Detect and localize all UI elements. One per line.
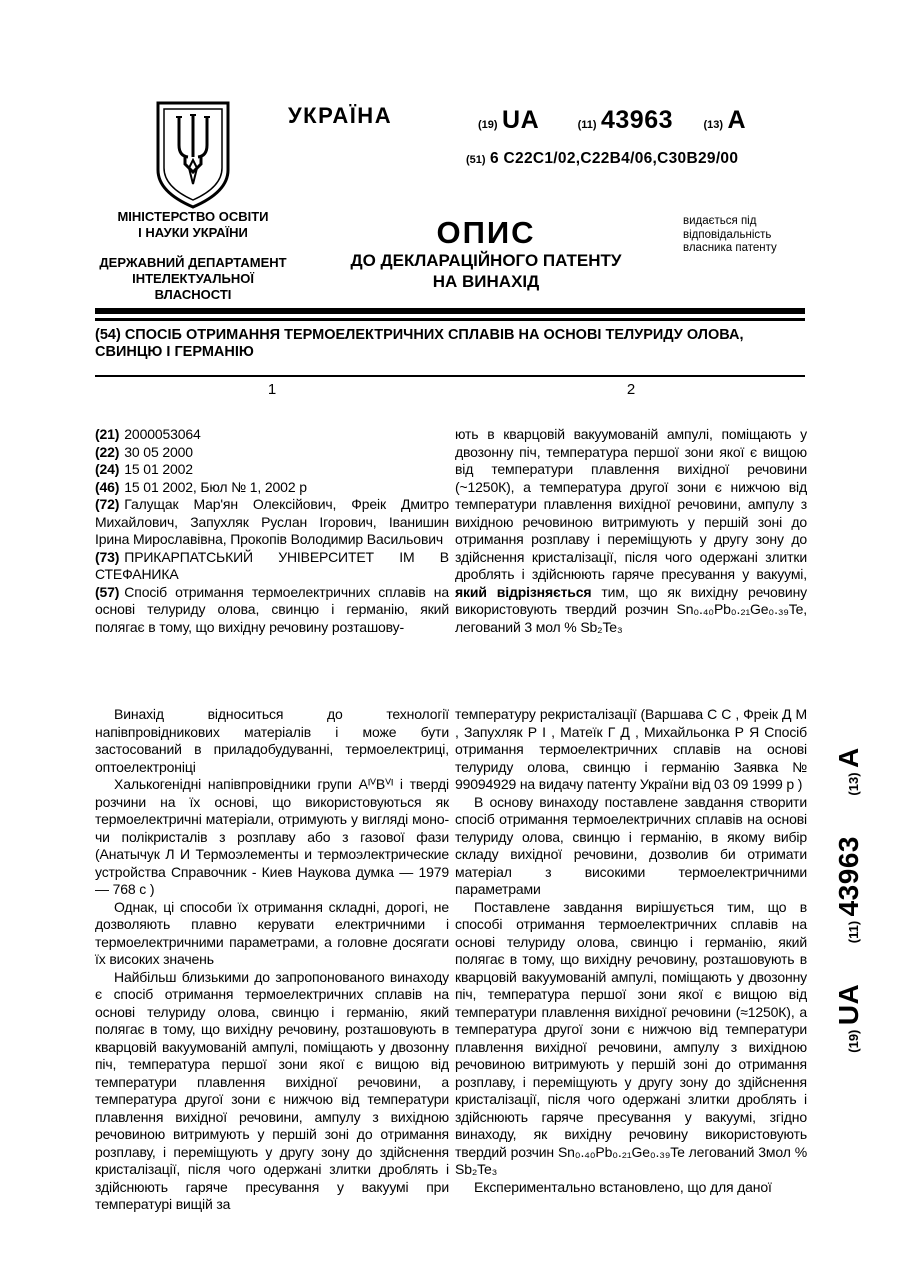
margin-code-13-label: (13) xyxy=(846,772,861,796)
code-11-label: (11) xyxy=(577,119,597,131)
ministry-line1: МІНІСТЕРСТВО ОСВІТИ xyxy=(117,209,269,224)
ipc-classification-row xyxy=(466,150,738,168)
department-name xyxy=(84,255,302,303)
body-paragraph: Халькогенідні напівпровідники групи AᴵⱽBⱽᴵ і тверді розчини на їх основі, що використовуються як термоелектричні матеріали, отримують у вигляді моно- чи полікристалів з розплаву або з газової фази (Анатычук Л И Термоэлементы и термоэлектрические устройства Справочник - Киев Наукова думка — 1979 — 768 с ) xyxy=(95,776,449,897)
margin-code-19-label: (19) xyxy=(846,1029,861,1053)
field-21-value: 2000053064 xyxy=(124,426,201,442)
code-19-label: (19) xyxy=(478,119,498,131)
margin-patent-number: 43963 xyxy=(833,836,864,917)
rotated-margin-codes xyxy=(833,747,865,1052)
field-72-label: (72) xyxy=(95,496,120,512)
doc-type-line3: НА ВИНАХІД xyxy=(432,272,540,291)
margin-code-11-label: (11) xyxy=(846,920,861,944)
field-46-label: (46) xyxy=(95,478,120,495)
body-paragraph: В основу винаходу поставлене завдання створити спосіб отримання термоелектричних сплавів на основі телуриду олова, свинцю і германію, в якому вибір складу вихідної речовини, дозволив би отримати матеріал з високими термоелектричними параметрами xyxy=(455,793,807,897)
document-codes-row xyxy=(478,106,746,135)
department-line1: ДЕРЖАВНИЙ ДЕПАРТАМЕНТ xyxy=(99,255,287,270)
column-number-left: 1 xyxy=(267,381,277,398)
field-73-owner xyxy=(95,549,449,584)
field-72-inventors xyxy=(95,496,449,549)
field-57-abstract-start xyxy=(95,584,449,637)
body-paragraph: Однак, ці способи їх отримання складні, дорогі, не дозволяють плавно керувати електричними і термоелектричними параметрами, а головне досягати їх високих значень xyxy=(95,898,449,967)
invention-title xyxy=(95,327,807,361)
document-type-title xyxy=(330,216,642,292)
patent-number: 43963 xyxy=(601,106,674,134)
code-13-label: (13) xyxy=(703,119,724,131)
abstract-paragraph xyxy=(455,426,807,636)
field-22-value: 30 05 2000 xyxy=(124,443,193,460)
field-21 xyxy=(95,426,449,444)
abstract-continuation xyxy=(455,426,807,636)
description-right-column xyxy=(455,706,807,1196)
claim-distinguishing-phrase: який відрізняється xyxy=(455,583,592,600)
kind-code: A xyxy=(727,106,747,134)
issue-responsibility-note: видається під відповідальність власника патенту xyxy=(683,215,777,254)
field-57-label: (57) xyxy=(95,583,120,600)
body-paragraph: Найбільш близькими до запропонованого винаходу є спосіб отримання термоелектричних сплавів на основі телуриду олова, свинцю і германію, який полягає в тому, що вихідну речовину, розташовують в кварцовій вакуумованій ампулі, поміщають у двозонну піч, температура першої зони якої є вищою від температури плавлення вихідної речовини, а температура другої зони є нижчою від температури плавлення вихідної речовини, ампулу з вихідною речовиною витримують у першій зоні до отримання розплаву, і переміщують у другу зону до здійснення кристалізації, після чого одержані злитки дроблять і здійснюють гаряче пресування у вакуумі при температурі вищій за xyxy=(95,968,449,1212)
field-22-label: (22) xyxy=(95,443,120,460)
field-24-value: 15 01 2002 xyxy=(124,461,193,477)
title-divider-rule xyxy=(95,375,805,377)
code-19-value: UA xyxy=(502,106,540,134)
ministry-name xyxy=(98,209,288,241)
field-21-label: (21) xyxy=(95,426,120,442)
field-72-value: Галущак Мар'ян Олексійович, Фреік Дмитро Михайлович, Запухляк Руслан Ігорович, Іванишин Ірина Мирославівна, Прокопів Володимир Васильович xyxy=(95,496,449,547)
title-54-label: (54) xyxy=(95,327,121,343)
doc-type-main: ОПИС xyxy=(436,215,536,250)
header-divider-rule xyxy=(95,308,805,321)
field-22 xyxy=(95,444,449,462)
column-number-right: 2 xyxy=(626,381,636,398)
body-paragraph: Винахід відноситься до технології напівпровідникових матеріалів і може бути застосований в приладобудуванні, термоелектриці, оптоелектроніці xyxy=(95,706,449,775)
field-24-label: (24) xyxy=(95,461,120,477)
code-51-label: (51) xyxy=(466,154,486,166)
country-name: УКРАЇНА xyxy=(288,103,393,128)
body-paragraph: Експериментально встановлено, що для даної xyxy=(474,1178,772,1195)
field-57-value: Спосіб отримання термоелектричних сплавів на основі телуриду олова, свинцю і германію, який полягає в тому, що вихідну речовину розташову- xyxy=(95,583,449,635)
abstract-part1: ють в кварцовій вакуумованій ампулі, поміщають у двозонну піч, температура першої зони якої є вищою від температури плавлення вихідної речовини (~1250К), а температура другої зони є нижчою від температури плавлення вихідної речовини, ампулу з вихідною речовиною витримують у першій зоні до отримання розплаву і переміщують у другу зону до здійснення кристалізації, після чого одержані злитки дроблять і здійснюють гаряче пресування у вакуумі, xyxy=(455,426,807,582)
title-54-text: СПОСІБ ОТРИМАННЯ ТЕРМОЕЛЕКТРИЧНИХ СПЛАВІВ НА ОСНОВІ ТЕЛУРИДУ ОЛОВА, СВИНЦЮ І ГЕРМАНІЮ xyxy=(95,327,744,360)
body-paragraph: Поставлене завдання вирішується тим, що в способі отримання термоелектричних сплавів на основі телуриду олова, свинцю і германію, який полягає в тому, що вихідну речовину, розташовують в кварцовій вакуумованій ампулі, поміщають у двозонну піч, температура першої зони якої є вищою від температури плавлення вихідної речовини (≈1250К), а температура другої зони є нижчою від температури плавлення вихідної речовини, ампулу з вихідною речовиною витримують у першій зоні до отримання розплаву, і переміщують у другу зону до здійснення кристалізації, після чого одержані злитки дроблять і здійснюють гаряче пресування у вакуумі, згідно винаходу, як вихідну речовину використовують твердий розчин Sn₀.₄₀Pb₀.₂₁Ge₀.₃₉Te легований 3мол % Sb₂Te₃ xyxy=(455,898,807,1177)
margin-kind-code: A xyxy=(833,747,864,768)
field-73-value: ПРИКАРПАТСЬКИЙ УНІВЕРСИТЕТ ІМ В СТЕФАНИКА xyxy=(95,548,449,582)
field-24 xyxy=(95,461,449,479)
abstract-part2: тим, що як вихідну речовину використовують твердий розчин Sn₀.₄₀Pb₀.₂₁Ge₀.₃₉Te, легований 3 мол % Sb₂Te₃ xyxy=(455,583,808,635)
field-46 xyxy=(95,479,449,497)
doc-type-line2: ДО ДЕКЛАРАЦІЙНОГО ПАТЕНТУ xyxy=(350,251,622,270)
field-46-value: 15 01 2002, Бюл № 1, 2002 р xyxy=(124,478,307,495)
department-line2: ІНТЕЛЕКТУАЛЬНОЇ xyxy=(132,271,254,286)
ministry-line2: І НАУКИ УКРАЇНИ xyxy=(138,225,248,240)
margin-code-19-value: UA xyxy=(833,983,864,1026)
bibliographic-data xyxy=(95,426,449,636)
description-left-column xyxy=(95,706,449,1214)
field-73-label: (73) xyxy=(95,548,120,565)
body-paragraph: температуру рекристалізації (Варшава С С , Фреік Д М , Запухляк Р І , Матеїк Г Д , Михайльонка Р Я Спосіб отримання термоелектричних сплавів на основі телуриду олова, свинцю і германію Заявка № 99094929 на видачу патенту України від 03 09 1999 р ) xyxy=(455,706,807,792)
ipc-codes: 6 C22C1/02,C22B4/06,C30B29/00 xyxy=(490,150,739,167)
department-line3: ВЛАСНОСТІ xyxy=(154,287,232,302)
ukraine-trident-emblem-icon xyxy=(155,100,231,210)
